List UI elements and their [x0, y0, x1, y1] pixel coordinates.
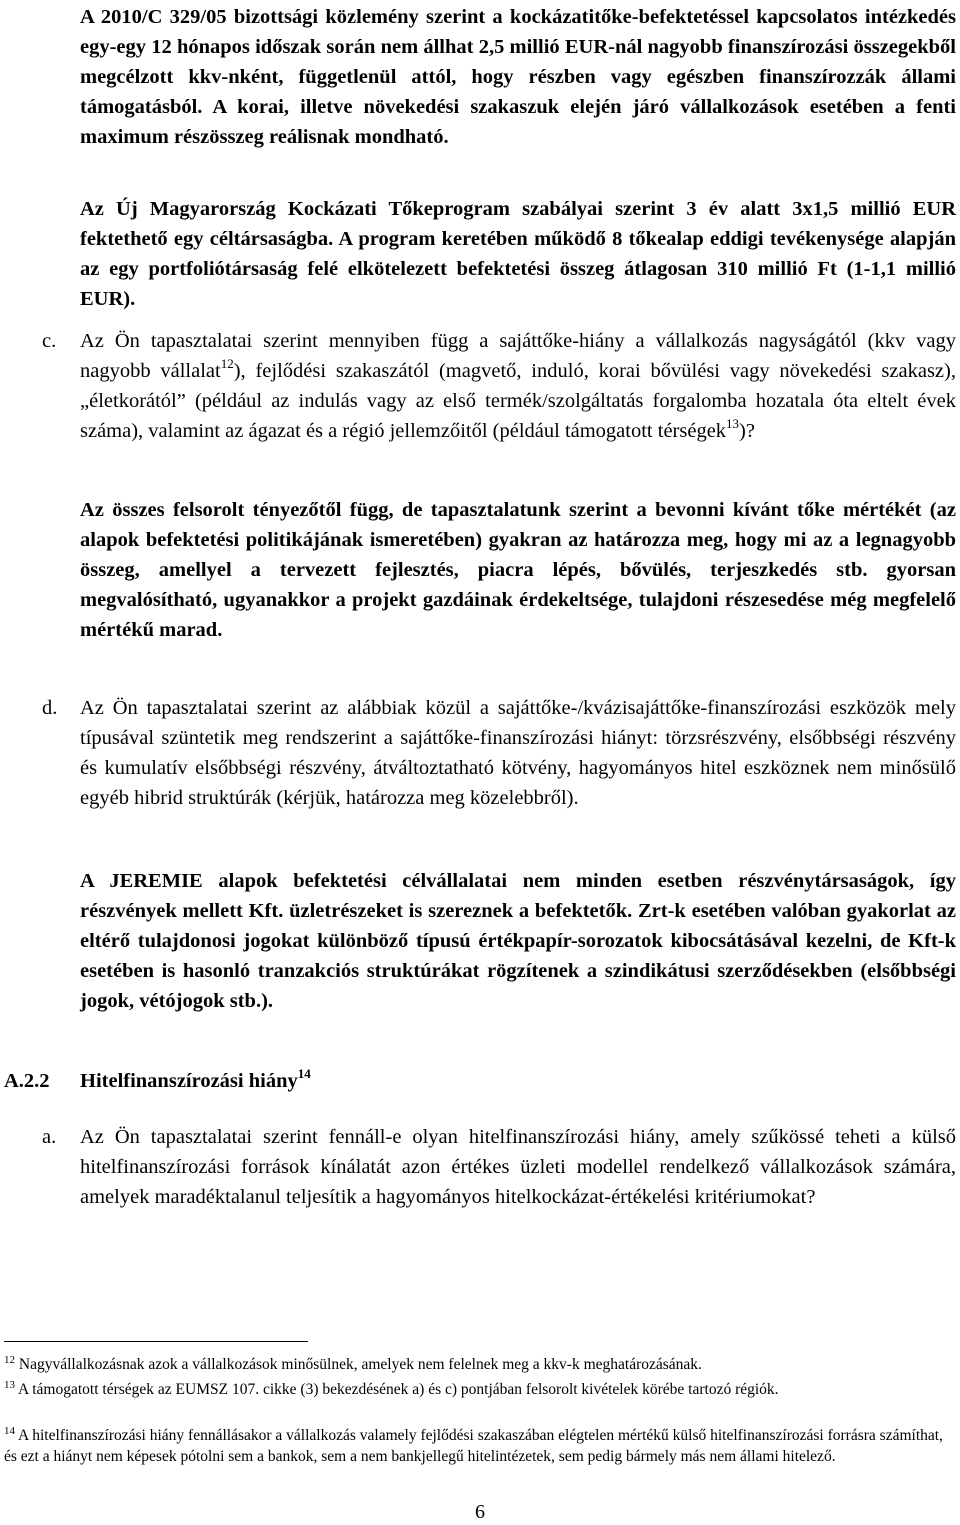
- section-title: [80, 1066, 311, 1096]
- footnote-13-text: A támogatott térségek az EUMSZ 107. cikke (3) bekezdésének a) és c) pontjában felsorolt kivételek körébe tartozó régiók.: [18, 1381, 779, 1398]
- item-d-question: Az Ön tapasztalatai szerint az alábbiak közül a sajáttőke-/kvázisajáttőke-finanszírozási eszközök mely típusával szüntetik meg rendszerint a sajáttőke-finanszírozási hiányt: törzsrészvény, elsőbbségi részvény és kumulatív elsőbbségi részvény, átváltoztatható kötvény, hagyományos hitel eszköznek nem minősülő egyéb hibrid struktúrák (kérjük, határozza meg közelebbről).: [80, 697, 956, 809]
- footnote-ref-14: 14: [297, 1066, 311, 1081]
- section-number: A.2.2: [4, 1070, 50, 1092]
- footnote-14-text: A hitelfinanszírozási hiány fennállásakor a vállalkozás valamely fejlődési szakaszában elégtelen mértékű külső hitelfinanszírozási forrásra számíthat, és ezt a hiányt nem képesek pótolni sem a bankok, sem a nem bankjellegű hitelintézetek, sem pedig bármely más nem állami hitelező.: [4, 1427, 943, 1465]
- item-c-text-2: ), fejlődési szakaszától (magvető, induló, korai bővülési vagy növekedési szakasz), „életkorától” (például az indulás vagy az első termék/szolgáltatás forgalomba hozatala óta eltelt évek száma), valamint az ágazat és a régió jellemzőitől (például támogatott térségek: [80, 360, 956, 442]
- item-c-text-3: )?: [739, 420, 755, 442]
- footnote-ref-13: 13: [726, 416, 740, 431]
- page-number: 6: [475, 1501, 485, 1523]
- paragraph-capital-limit: A 2010/C 329/05 bizottsági közlemény szerint a kockázatitőke-befektetéssel kapcsolatos intézkedés egy-egy 12 hónapos időszak során nem állhat 2,5 millió EUR-nál nagyobb finanszírozási összegekből megcélzott kkv-nként, függetlenül attól, hogy részben vagy egészben finanszírozzák állami támogatásból. A korai, illetve növekedési szakaszuk elején járó vállalkozások esetében a fenti maximum részösszeg reálisnak mondható.: [80, 6, 956, 148]
- footnote-12-text: Nagyvállalkozásnak azok a vállalkozások minősülnek, amelyek nem felelnek meg a kkv-k meghatározásának.: [18, 1356, 702, 1373]
- section-title-text: Hitelfinanszírozási hiány: [80, 1070, 298, 1092]
- answer-d: A JEREMIE alapok befektetési célvállalatai nem minden esetben részvénytársaságok, így részvények mellett Kft. üzletrészeket is szereznek a befektetők. Zrt-k esetében valóban gyakorlat az eltérő tulajdonosi jogokat különböző típusú értékpapír-sorozatok kibocsátásával kezelni, de Kft-k esetében is hasonló tranzakciós struktúrákat rögzítenek a szindikátusi szerződésekben (elsőbbségi jogok, vétójogok stb.).: [80, 870, 956, 1012]
- footnote-14-number: 14: [4, 1425, 15, 1437]
- answer-c: Az összes felsorolt tényezőtől függ, de tapasztalatunk szerint a bevonni kívánt tőke mértékét (az alapok befektetési politikájának ismeretében) gyakran az határozza meg, hogy mi az a legnagyobb összeg, amellyel a tervezett fejlesztés, piacra lépés, bővülés, terjeszkedés stb. gyorsan megvalósítható, ugyanakkor a projekt gazdáinak érdekeltsége, tulajdoni részesedése még megfelelő mértékű marad.: [80, 499, 956, 641]
- footnote-12-number: 12: [4, 1354, 15, 1366]
- item-d-label: d.: [42, 697, 58, 719]
- item-c-text-1: Az Ön tapasztalatai szerint mennyiben függ a sajáttőke-hiány a vállalkozás nagyságától (kkv vagy nagyobb vállalat: [80, 330, 956, 382]
- item-a-question: Az Ön tapasztalatai szerint fennáll-e olyan hitelfinanszírozási hiány, amely szűkössé teheti a külső hitelfinanszírozási források kínálatát azon értékes üzleti modellel rendelkező vállalkozások számára, amelyek maradéktalanul teljesítik a hagyományos hitelkockázat-értékelési kritériumokat?: [80, 1126, 956, 1208]
- footnote-14: [4, 1425, 956, 1467]
- footnote-12: [4, 1354, 956, 1375]
- footnote-13: [4, 1379, 956, 1400]
- item-c-label: c.: [42, 330, 57, 352]
- item-a-label: a.: [42, 1126, 57, 1148]
- footnote-ref-12: 12: [220, 356, 234, 371]
- footnote-separator: [4, 1341, 308, 1342]
- footnote-13-number: 13: [4, 1379, 15, 1391]
- item-c-question: [80, 326, 956, 446]
- paragraph-program-rules: Az Új Magyarország Kockázati Tőkeprogram szabályai szerint 3 év alatt 3x1,5 millió EUR fektethető egy céltársaságba. A program keretében működő 8 tőkealap eddigi tevékenysége alapján az egy portfoliótársaság felé elkötelezett befektetési összeg átlagosan 310 millió Ft (1-1,1 millió EUR).: [80, 198, 956, 310]
